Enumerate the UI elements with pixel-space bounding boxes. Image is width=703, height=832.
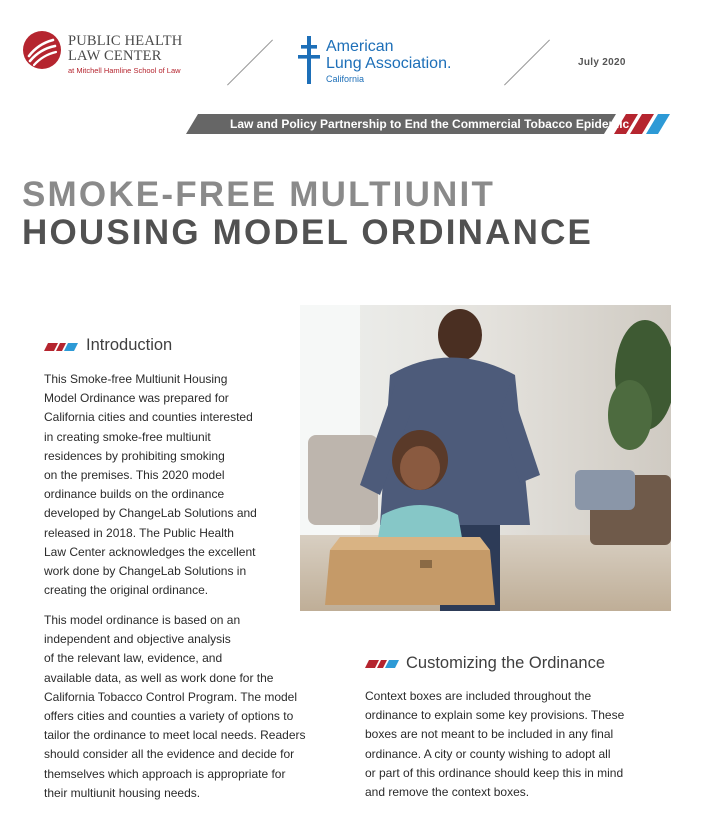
text-line: ordinance to explain some key provisions. These <box>365 708 625 723</box>
title-line-1: SMOKE-FREE MULTIUNIT <box>22 175 496 214</box>
text-line: boxes are not meant to be included in any final <box>365 727 614 742</box>
slash-stripes-icon <box>365 660 399 668</box>
text-line: on the premises. This 2020 model <box>44 468 225 483</box>
photo-father-and-child-playing-in-cardboard-box <box>300 305 671 611</box>
text-line: residences by prohibiting smoking <box>44 448 225 463</box>
text-line: independent and objective analysis <box>44 632 231 647</box>
ala-name-line-2: Lung Association. <box>326 55 452 72</box>
phlc-subline: at Mitchell Hamline School of Law <box>68 66 181 75</box>
text-line: creating the original ordinance. <box>44 583 209 598</box>
introduction-paragraph-2 <box>44 611 306 803</box>
text-line: their multiunit housing needs. <box>44 785 201 800</box>
text-line: Context boxes are included throughout the <box>365 689 592 703</box>
text-line: This Smoke-free Multiunit Housing <box>44 372 228 386</box>
text-line: released in 2018. The Public Health <box>44 525 234 540</box>
phlc-name-line-2: LAW CENTER <box>68 48 162 64</box>
customizing-paragraph <box>365 687 624 802</box>
text-line: developed by ChangeLab Solutions and <box>44 506 257 521</box>
text-line: tailor the ordinance to meet local needs. Readers <box>44 728 306 743</box>
header-divider <box>227 40 273 86</box>
text-line: and remove the context boxes. <box>365 785 530 800</box>
public-health-law-center-logo <box>22 30 222 80</box>
text-line: offers cities and counties a variety of options to <box>44 709 294 724</box>
document-date: July 2020 <box>578 57 626 68</box>
text-line: or part of this ordinance should keep this in mind <box>365 765 624 780</box>
text-line: Model Ordinance was prepared for <box>44 391 229 406</box>
ala-name <box>326 38 451 72</box>
introduction-heading: Introduction <box>86 336 173 354</box>
text-line: available data, as well as work done for the <box>44 670 274 685</box>
text-line: California Tobacco Control Program. The model <box>44 689 298 704</box>
text-line: ordinance. A city or county wishing to adopt all <box>365 746 611 761</box>
text-line: ordinance builds on the ordinance <box>44 487 225 502</box>
header-divider <box>504 40 550 86</box>
title-line-2: HOUSING MODEL ORDINANCE <box>22 213 594 252</box>
banner-text: Law and Policy Partnership to End the Commercial Tobacco Epidemic <box>230 117 630 131</box>
double-cross-icon <box>298 36 320 84</box>
text-line: work done by ChangeLab Solutions in <box>44 564 247 579</box>
text-line: Law Center acknowledges the excellent <box>44 544 256 559</box>
phlc-name <box>68 34 182 64</box>
introduction-paragraph-1 <box>44 370 257 600</box>
slash-stripes-icon <box>44 343 78 351</box>
text-line: in creating smoke-free multiunit <box>44 429 211 444</box>
text-line: This model ordinance is based on an <box>44 613 241 627</box>
ala-name-line-1: American <box>326 38 394 55</box>
ala-subline: California <box>326 74 365 84</box>
text-line: should consider all the evidence and decide for <box>44 747 295 762</box>
phlc-name-line-1: PUBLIC HEALTH <box>68 33 183 49</box>
text-line: of the relevant law, evidence, and <box>44 651 223 666</box>
text-line: California cities and counties interested <box>44 410 253 425</box>
partnership-banner <box>186 114 670 134</box>
customizing-heading: Customizing the Ordinance <box>406 654 606 672</box>
text-line: themselves which approach is appropriate for <box>44 766 286 781</box>
american-lung-association-logo <box>298 36 498 88</box>
seal-icon <box>22 30 62 70</box>
